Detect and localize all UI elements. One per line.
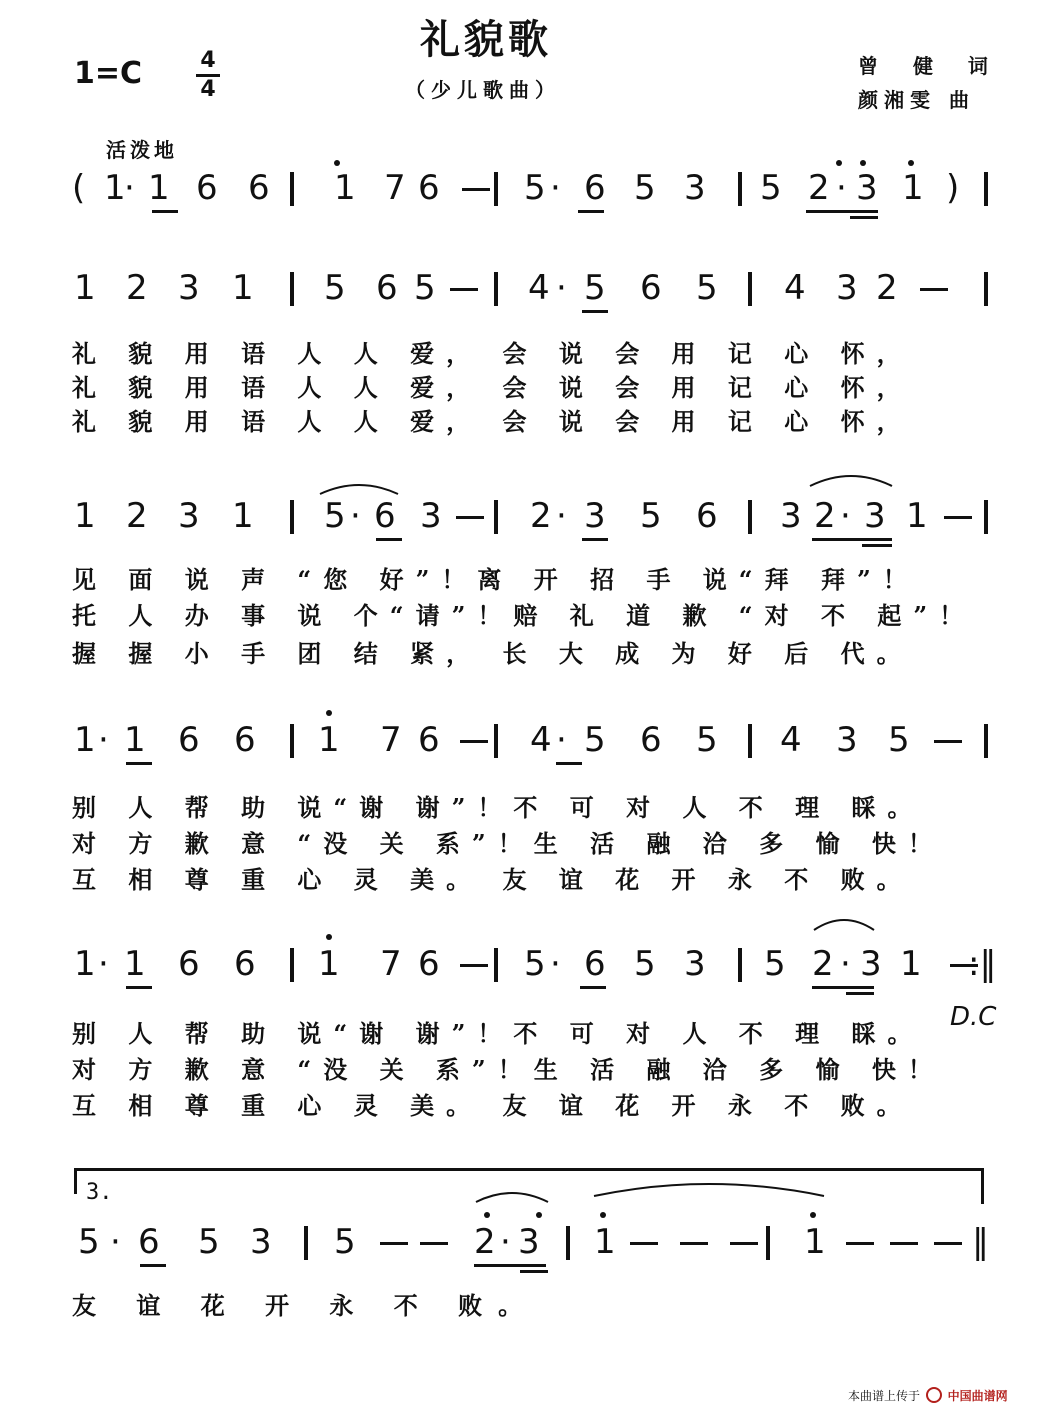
volta-label: 3. (86, 1180, 113, 1205)
note: 6 (640, 268, 662, 308)
dot-augmentation: · (110, 1222, 121, 1262)
note: 5 (760, 168, 782, 208)
note: 3 (178, 268, 200, 308)
dot-augmentation: · (500, 1222, 511, 1262)
note: 2 (808, 168, 830, 208)
note: 3 (518, 1222, 540, 1262)
note: 1 (148, 168, 170, 208)
note: 5 (414, 268, 436, 308)
note: 3 (860, 944, 882, 984)
note: 1 (232, 268, 254, 308)
note: 6 (178, 720, 200, 760)
note: 2 (530, 496, 552, 536)
note: 3 (684, 944, 706, 984)
note: 3 (584, 496, 606, 536)
note: 5 (634, 168, 656, 208)
note: :‖ (968, 944, 997, 984)
note: 1 (74, 720, 96, 760)
lyric-line: 对 方 歉 意 “没 关 系”！生 活 融 洽 多 愉 快！ (72, 829, 944, 858)
note: 6 (374, 496, 396, 536)
note: 6 (138, 1222, 160, 1262)
note: 2 (126, 268, 148, 308)
lyric-line: 礼 貌 用 语 人 人 爱， 会 说 会 用 记 心 怀， (72, 339, 913, 368)
note: 1 (906, 496, 928, 536)
note: 5 (696, 268, 718, 308)
note: 6 (234, 944, 256, 984)
note: 5 (78, 1222, 100, 1262)
lyric-line: 见 面 说 声 “您 好”！离 开 招 手 说“拜 拜”！ (72, 565, 919, 594)
note: 5 (696, 720, 718, 760)
song-subtitle: （少儿歌曲） (405, 78, 561, 102)
key-signature: 1=C (74, 56, 143, 91)
note: 7 (380, 944, 402, 984)
time-signature-bottom: 4 (200, 77, 216, 102)
note: 3 (780, 496, 802, 536)
note: 5 (888, 720, 910, 760)
note: 1 (74, 496, 96, 536)
note: 6 (418, 720, 440, 760)
note: 5 (584, 720, 606, 760)
song-title: 礼貌歌 (420, 16, 552, 63)
note: 1 (318, 720, 340, 760)
lyric-line: 握 握 小 手 团 结 紧， 长 大 成 为 好 后 代。 (72, 639, 913, 668)
note: 5 (524, 168, 546, 208)
note: 1 (104, 168, 126, 208)
note: 6 (248, 168, 270, 208)
note: 6 (376, 268, 398, 308)
note: 6 (584, 944, 606, 984)
note: 2 (812, 944, 834, 984)
note: 7 (380, 720, 402, 760)
dot-augmentation: · (98, 944, 109, 984)
lyric-line: 别 人 帮 助 说“谢 谢”！不 可 对 人 不 理 睬。 (72, 1019, 924, 1048)
note: 3 (684, 168, 706, 208)
dot-augmentation: · (550, 168, 561, 208)
dot-augmentation: · (550, 944, 561, 984)
dot-augmentation: · (98, 720, 109, 760)
da-capo-mark: D.C (950, 1002, 997, 1032)
note: 5 (584, 268, 606, 308)
note: 6 (178, 944, 200, 984)
slur-arc (476, 1193, 548, 1202)
note: 5 (334, 1222, 356, 1262)
note: 5 (324, 496, 346, 536)
note: 6 (196, 168, 218, 208)
note: 3 (250, 1222, 272, 1262)
dot-augmentation: · (124, 168, 135, 208)
dot-augmentation: · (840, 496, 851, 536)
note: 3 (420, 496, 442, 536)
note: 1 (902, 168, 924, 208)
note: 7 (384, 168, 406, 208)
note: 1 (334, 168, 356, 208)
lyric-line: 别 人 帮 助 说“谢 谢”！不 可 对 人 不 理 睬。 (72, 793, 924, 822)
note: 3 (856, 168, 878, 208)
note: 6 (418, 168, 440, 208)
note: 6 (584, 168, 606, 208)
note: 1 (124, 944, 146, 984)
note: 5 (764, 944, 786, 984)
note: 3 (836, 268, 858, 308)
lyric-line: 礼 貌 用 语 人 人 爱， 会 说 会 用 记 心 怀， (72, 407, 913, 436)
note: 4 (784, 268, 806, 308)
note: 6 (696, 496, 718, 536)
note: 6 (640, 720, 662, 760)
dot-augmentation: · (556, 268, 567, 308)
note: 1 (900, 944, 922, 984)
lyric-line: 友 谊 花 开 永 不 败。 (72, 1291, 539, 1320)
note: 1 (804, 1222, 826, 1262)
note: 4 (530, 720, 552, 760)
footer-text: 本曲谱上传于 (848, 1389, 921, 1403)
slur-arc (320, 485, 398, 494)
note: 1 (318, 944, 340, 984)
note: 5 (640, 496, 662, 536)
note: 2 (474, 1222, 496, 1262)
tempo-marking: 活泼地 (106, 138, 178, 162)
note: 6 (418, 944, 440, 984)
note: 1 (124, 720, 146, 760)
lyricist-credit: 曾 健 词 (858, 54, 1002, 78)
dot-augmentation: · (350, 496, 361, 536)
note: 3 (836, 720, 858, 760)
composer-credit: 颜湘雯 曲 (858, 88, 975, 112)
lyric-line: 礼 貌 用 语 人 人 爱， 会 说 会 用 记 心 怀， (72, 373, 913, 402)
note: 1 (232, 496, 254, 536)
note: ‖ (972, 1222, 989, 1262)
note: 2 (876, 268, 898, 308)
note: 5 (324, 268, 346, 308)
lyric-line: 托 人 办 事 说 个“请”！赔 礼 道 歉 “对 不 起”！ (72, 601, 976, 630)
note: 2 (126, 496, 148, 536)
note: 2 (814, 496, 836, 536)
note: 1 (74, 944, 96, 984)
note: 5 (634, 944, 656, 984)
dot-augmentation: · (836, 168, 847, 208)
footer-brand-link[interactable]: 中国曲谱网 (947, 1389, 1008, 1403)
paren: ) (946, 168, 960, 208)
note: 6 (234, 720, 256, 760)
dot-augmentation: · (556, 720, 567, 760)
lyric-line: 对 方 歉 意 “没 关 系”！生 活 融 洽 多 愉 快！ (72, 1055, 944, 1084)
note: 5 (198, 1222, 220, 1262)
slur-arc (594, 1184, 824, 1196)
time-signature-top: 4 (200, 48, 216, 73)
note: 3 (178, 496, 200, 536)
note: 1 (74, 268, 96, 308)
dot-augmentation: · (556, 496, 567, 536)
note: 5 (524, 944, 546, 984)
lyric-line: 互 相 尊 重 心 灵 美。 友 谊 花 开 永 不 败。 (72, 1091, 913, 1120)
note: 4 (528, 268, 550, 308)
slur-arc (814, 920, 874, 930)
note: 1 (594, 1222, 616, 1262)
paren: ( (72, 168, 86, 208)
note: 4 (780, 720, 802, 760)
slur-arc (810, 476, 892, 486)
lyric-line: 互 相 尊 重 心 灵 美。 友 谊 花 开 永 不 败。 (72, 865, 913, 894)
note: 3 (864, 496, 886, 536)
dot-augmentation: · (840, 944, 851, 984)
